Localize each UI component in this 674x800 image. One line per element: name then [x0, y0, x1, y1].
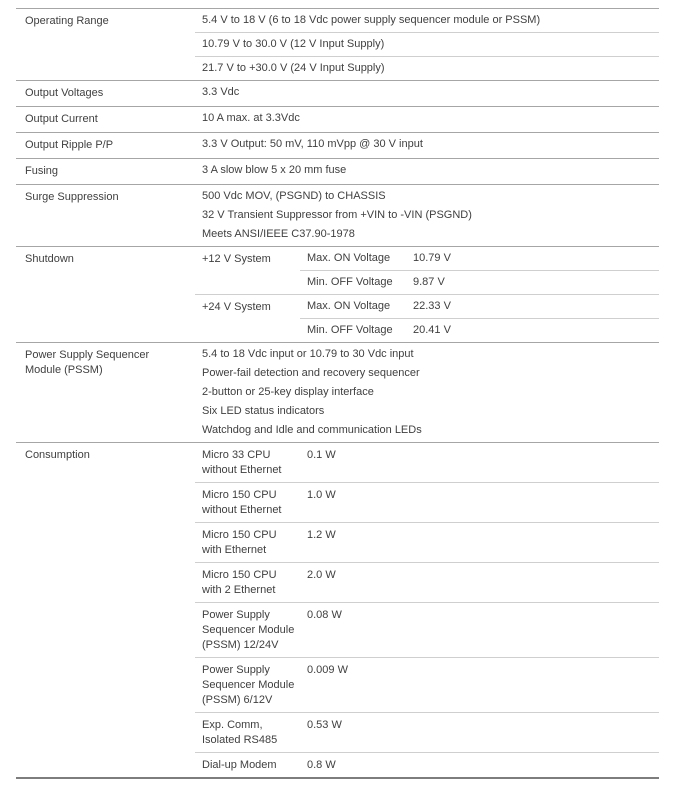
pssm-feature: Power-fail detection and recovery sequencer [202, 367, 420, 379]
consumption-device: Exp. Comm, Isolated RS485 [202, 719, 278, 746]
spec-label-fusing: Fusing [25, 165, 59, 177]
system-param-row [300, 295, 659, 318]
system-name: +12 V System [202, 253, 271, 265]
spec-row-output-voltages [16, 80, 659, 106]
consumption-device: Micro 150 CPU with Ethernet [202, 529, 277, 556]
consumption-watts: 0.53 W [307, 719, 342, 731]
consumption-watts: 0.009 W [307, 664, 348, 676]
consumption-device: Micro 150 CPU with 2 Ethernet [202, 569, 277, 596]
consumption-device: Micro 33 CPU without Ethernet [202, 449, 282, 476]
consumption-watts: 0.1 W [307, 449, 336, 461]
spec-label-output-ripple: Output Ripple P/P [25, 139, 114, 151]
spec-row-fusing [16, 158, 659, 184]
system-param-row [300, 247, 659, 270]
spec-label-surge-suppression: Surge Suppression [25, 191, 119, 203]
spec-content-surge-suppression [195, 185, 659, 246]
consumption-row [195, 602, 659, 657]
spec-value-output-voltages: 3.3 Vdc [202, 86, 240, 98]
consumption-watts: 1.2 W [307, 529, 336, 541]
spec-row-consumption [16, 442, 659, 777]
consumption-watts: 1.0 W [307, 489, 336, 501]
spec-label-output-current: Output Current [25, 113, 98, 125]
system-name: +24 V System [202, 301, 271, 313]
system-param-row [300, 318, 659, 342]
consumption-row [195, 562, 659, 602]
shutdown-system-24v [195, 294, 659, 342]
spec-table [16, 8, 659, 779]
spec-row-shutdown [16, 246, 659, 342]
consumption-watts: 0.08 W [307, 609, 342, 621]
spec-value-output-ripple: 3.3 V Output: 50 mV, 110 mVpp @ 30 V input [202, 138, 423, 150]
spec-row-output-current [16, 106, 659, 132]
param-name: Max. ON Voltage [307, 300, 391, 312]
spec-label-consumption: Consumption [25, 449, 90, 461]
surge-suppression-item: 500 Vdc MOV, (PSGND) to CHASSIS [202, 190, 386, 202]
consumption-row [195, 482, 659, 522]
param-name: Max. ON Voltage [307, 252, 391, 264]
spec-label-output-voltages: Output Voltages [25, 87, 104, 99]
spec-row-surge-suppression [16, 184, 659, 246]
spec-content-shutdown [195, 247, 659, 342]
spec-content-pssm [195, 343, 659, 442]
shutdown-system-12v [195, 247, 659, 294]
surge-suppression-item: 32 V Transient Suppressor from +VIN to -VIN (PSGND) [202, 209, 472, 221]
consumption-row [195, 657, 659, 712]
consumption-device: Dial-up Modem [202, 759, 277, 771]
pssm-feature: 2-button or 25-key display interface [202, 386, 374, 398]
param-value: 9.87 V [413, 276, 445, 288]
spec-label-pssm: Power Supply Sequencer Module (PSSM) [25, 349, 150, 376]
consumption-row [195, 752, 659, 777]
param-value: 20.41 V [413, 324, 451, 336]
spec-content-consumption [195, 443, 659, 777]
param-name: Min. OFF Voltage [307, 324, 393, 336]
param-value: 22.33 V [413, 300, 451, 312]
consumption-row [195, 522, 659, 562]
consumption-row [195, 712, 659, 752]
spec-content-operating-range [195, 9, 659, 80]
surge-suppression-item: Meets ANSI/IEEE C37.90-1978 [202, 228, 355, 240]
consumption-device: Micro 150 CPU without Ethernet [202, 489, 282, 516]
consumption-device: Power Supply Sequencer Module (PSSM) 6/12V [202, 664, 295, 706]
spec-row-pssm [16, 342, 659, 442]
spec-value-output-current: 10 A max. at 3.3Vdc [202, 112, 300, 124]
spec-value-fusing: 3 A slow blow 5 x 20 mm fuse [202, 164, 347, 176]
spec-label-operating-range: Operating Range [25, 15, 109, 27]
system-param-row [300, 270, 659, 294]
spec-row-operating-range [16, 8, 659, 80]
system-params [300, 295, 659, 342]
operating-range-item: 5.4 V to 18 V (6 to 18 Vdc power supply sequencer module or PSSM) [202, 14, 541, 26]
consumption-row [195, 443, 659, 482]
consumption-watts: 0.8 W [307, 759, 336, 771]
param-value: 10.79 V [413, 252, 451, 264]
consumption-device: Power Supply Sequencer Module (PSSM) 12/24V [202, 609, 295, 651]
spec-label-shutdown: Shutdown [25, 253, 74, 265]
operating-range-item: 21.7 V to +30.0 V (24 V Input Supply) [195, 56, 659, 80]
system-params [300, 247, 659, 294]
pssm-feature: Watchdog and Idle and communication LEDs [202, 424, 422, 436]
pssm-feature: 5.4 to 18 Vdc input or 10.79 to 30 Vdc input [202, 348, 414, 360]
operating-range-item: 10.79 V to 30.0 V (12 V Input Supply) [195, 32, 659, 56]
spec-row-output-ripple [16, 132, 659, 158]
param-name: Min. OFF Voltage [307, 276, 393, 288]
consumption-watts: 2.0 W [307, 569, 336, 581]
pssm-feature: Six LED status indicators [202, 405, 325, 417]
